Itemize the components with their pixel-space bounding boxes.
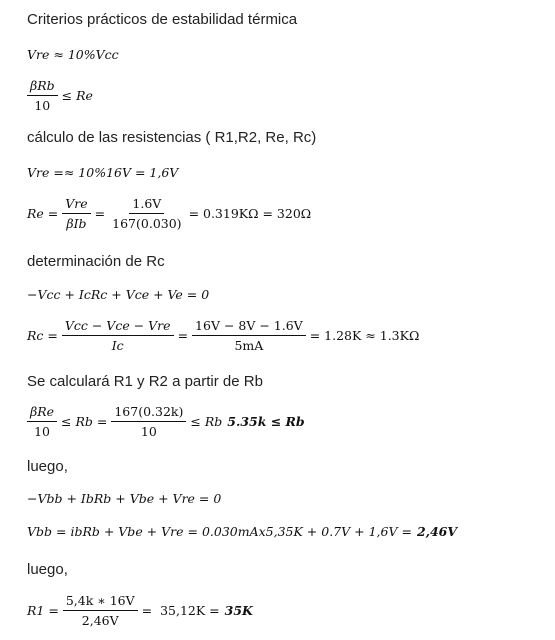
denominator: βIb (66, 216, 87, 231)
fraction (27, 78, 58, 113)
fraction (192, 318, 306, 353)
denominator: 10 (140, 424, 157, 439)
label-luego-1: luego, (27, 458, 68, 475)
eq-lhs: Rc = (27, 328, 58, 343)
fraction (62, 318, 174, 353)
eq-rest: = 35,12K = (141, 603, 220, 618)
fraction (62, 196, 90, 231)
result-bold: 2,46V (416, 524, 458, 539)
numerator: 167(0.32k) (111, 404, 186, 422)
numerator: Vcc − Vce − Vre (62, 318, 174, 336)
equation-rb (27, 404, 305, 439)
numerator: βRb (27, 78, 58, 96)
equation-brb (27, 78, 93, 113)
numerator: 1.6V (129, 196, 164, 214)
denominator: 10 (34, 98, 51, 113)
denominator: Ic (111, 338, 124, 353)
eq-rest: = 0.319KΩ = 320Ω (188, 206, 312, 221)
eq-lhs: Re = (27, 206, 59, 221)
eq-mid: ≤ Rb = (61, 414, 108, 429)
eq-rest: ≤ Rb (190, 414, 223, 429)
denominator: 10 (34, 424, 50, 439)
equation-rc (27, 318, 419, 353)
numerator: Vre (62, 196, 90, 214)
numerator: 16V − 8V − 1.6V (192, 318, 306, 336)
fraction (27, 404, 57, 439)
equation-re (27, 196, 311, 231)
equals: = (94, 206, 106, 221)
heading-rc: determinación de Rc (27, 253, 165, 270)
heading-criterios: Criterios prácticos de estabilidad térmica (27, 11, 298, 28)
denominator: 2,46V (81, 613, 119, 628)
equation-vre (27, 47, 119, 62)
equals: = (177, 328, 189, 343)
denominator: 167(0.030) (112, 216, 182, 231)
eq-text: −Vcc + IcRc + Vce + Ve = 0 (27, 287, 210, 302)
equation-vre-value (27, 165, 178, 180)
result-bold: 5.35k ≤ Rb (227, 414, 305, 429)
eq-text: Vre ≈ 10%Vcc (27, 47, 119, 62)
eq-rest: = 1.28K ≈ 1.3KΩ (309, 328, 420, 343)
equation-vbb (27, 524, 457, 539)
fraction (111, 404, 186, 439)
equation-kvl-c (27, 287, 209, 302)
eq-text: ≤ Re (61, 88, 93, 103)
denominator: 5mA (234, 338, 264, 353)
eq-text: Vre =≈ 10%16V = 1,6V (27, 165, 179, 180)
eq-lhs: R1 = (27, 603, 59, 618)
equation-kvl-b (27, 491, 221, 506)
equation-r1 (27, 593, 253, 628)
label-luego-2: luego, (27, 561, 68, 578)
heading-calculo: cálculo de las resistencias ( R1,R2, Re, Rc) (27, 129, 317, 146)
result-bold: 35K (224, 603, 253, 618)
heading-r1-r2: Se calculará R1 y R2 a partir de Rb (27, 373, 263, 390)
fraction (109, 196, 184, 231)
numerator: βRe (27, 404, 57, 422)
fraction (63, 593, 138, 628)
eq-text: −Vbb + IbRb + Vbe + Vre = 0 (27, 491, 222, 506)
eq-text: Vbb = ibRb + Vbe + Vre = 0.030mAx5,35K + 0.7V + 1,6V = (27, 524, 412, 539)
numerator: 5,4k ∗ 16V (63, 593, 138, 611)
